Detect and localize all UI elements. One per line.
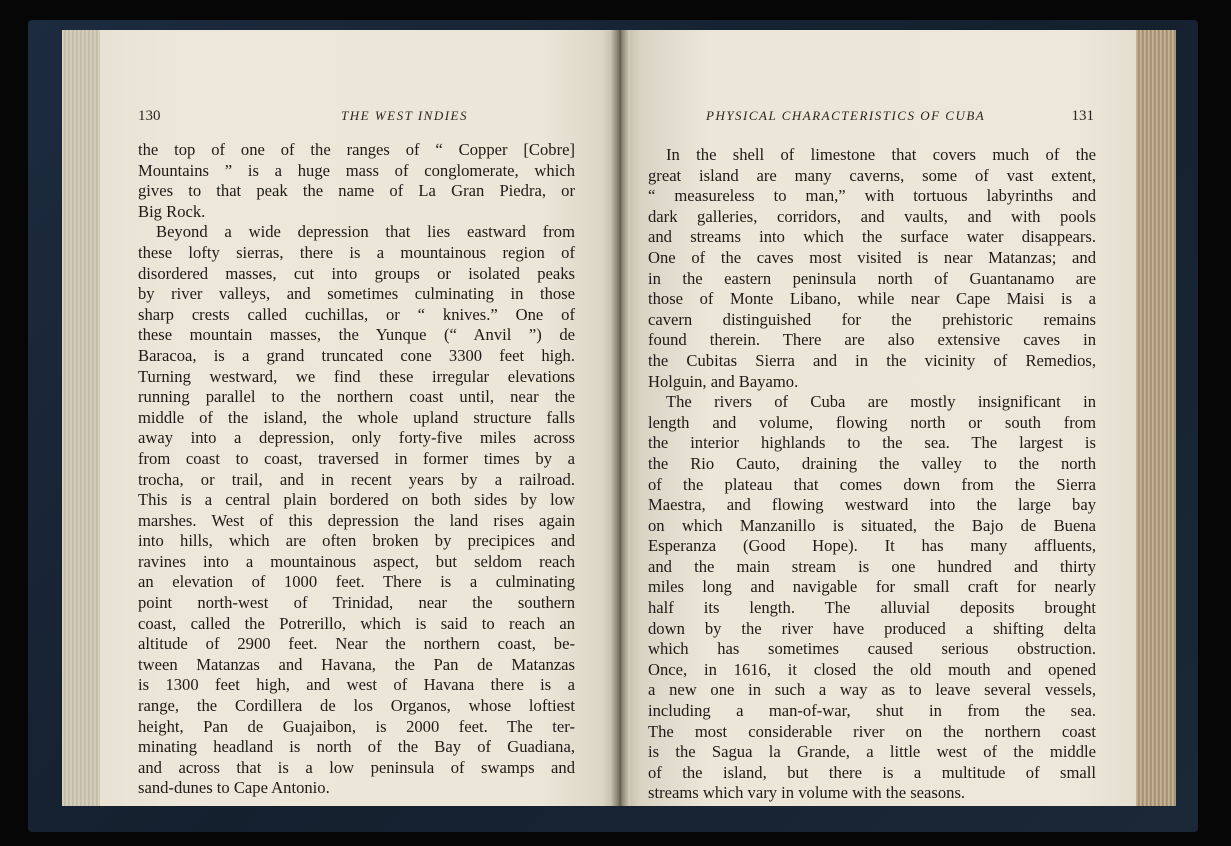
text-line: and across that is a low peninsula of swamps and [138, 757, 575, 777]
text-line: One of the caves most visited is near Matanzas; and [648, 247, 1096, 267]
text-line: half its length. The alluvial deposits brought [648, 598, 1096, 618]
text-line: ravines into a mountainous aspect, but seldom reach [138, 551, 575, 571]
text-line: the Rio Cauto, draining the valley to the north [648, 453, 1096, 473]
text-line: This is a central plain bordered on both sides by low [138, 490, 575, 510]
text-line: including a man-of-war, shut in from the sea. [648, 701, 1096, 721]
text-line: cavern distinguished for the prehistoric remains [648, 309, 1096, 329]
left-page-edges [62, 30, 100, 806]
right-running-title: PHYSICAL CHARACTERISTICS OF CUBA [706, 108, 986, 123]
text-line: The most considerable river on the northern coast [648, 721, 1096, 741]
text-line: altitude of 2900 feet. Near the northern coast, be- [138, 634, 575, 654]
text-line: length and volume, flowing north or south from [648, 412, 1096, 432]
left-page-number: 130 [138, 108, 161, 124]
text-line: found therein. There are also extensive caves in [648, 330, 1096, 350]
right-page-edges [1136, 30, 1176, 806]
text-line: dark galleries, corridors, and vaults, and with pools [648, 206, 1096, 226]
text-line: the top of one of the ranges of “ Copper [Cobre] [138, 140, 575, 159]
text-line: is 1300 feet high, and west of Havana there is a [138, 675, 575, 695]
left-page-header [138, 108, 468, 125]
text-line: minating headland is north of the Bay of Guadiana, [138, 737, 575, 757]
text-line: “ measureless to man,” with tortuous labyrinths and [648, 186, 1096, 206]
text-line: these lofty sierras, there is a mountainous region of [138, 242, 575, 262]
right-page-text [648, 145, 1096, 804]
left-running-title: THE WEST INDIES [341, 108, 468, 123]
text-line: In the shell of limestone that covers much of the [666, 145, 1096, 164]
text-line: which has sometimes caused serious obstruction. [648, 639, 1096, 659]
right-page-header [706, 108, 1094, 125]
text-line: Esperanza (Good Hope). It has many affluents, [648, 536, 1096, 556]
text-line: point north-west of Trinidad, near the southern [138, 593, 575, 613]
text-line: of the plateau that comes down from the Sierra [648, 474, 1096, 494]
text-line: Baracoa, is a grand truncated cone 3300 feet high. [138, 345, 575, 365]
text-line: is the Sagua la Grande, a little west of the middle [648, 742, 1096, 762]
text-line: great island are many caverns, some of vast extent, [648, 165, 1096, 185]
text-line: into hills, which are often broken by precipices and [138, 531, 575, 551]
text-line: a new one in such a way as to leave several vessels, [648, 680, 1096, 700]
text-line: Turning westward, we find these irregular elevations [138, 366, 575, 386]
text-line: on which Manzanillo is situated, the Bajo de Buena [648, 515, 1096, 535]
text-line: these mountain masses, the Yunque (“ Anvil ”) de [138, 325, 575, 345]
text-line: Maestra, and flowing westward into the large bay [648, 495, 1096, 515]
text-line: height, Pan de Guajaibon, is 2000 feet. The ter- [138, 716, 575, 736]
text-line: trocha, or trail, and in recent years by a railroad. [138, 469, 575, 489]
left-page-text [138, 140, 575, 799]
right-page-number: 131 [1071, 108, 1094, 124]
text-line: miles long and navigable for small craft for nearly [648, 577, 1096, 597]
text-line: disordered masses, cut into groups or isolated peaks [138, 263, 575, 283]
text-line: Big Rock. [138, 201, 206, 221]
text-line: Beyond a wide depression that lies eastward from [156, 222, 575, 242]
text-line: away into a depression, only forty-five miles across [138, 428, 575, 448]
text-line: sharp crests called cuchillas, or “ knives.” One of [138, 304, 575, 324]
text-line: streams which vary in volume with the seasons. [648, 783, 966, 803]
text-line: coast, called the Potrerillo, which is said to reach an [138, 613, 575, 633]
text-line: from coast to coast, traversed in former times by a [138, 448, 575, 468]
text-line: Holguin, and Bayamo. [648, 371, 799, 391]
text-line: those of Monte Libano, while near Cape Maisi is a [648, 289, 1096, 309]
text-line: by river valleys, and sometimes culminating in those [138, 284, 575, 304]
text-line: sand-dunes to Cape Antonio. [138, 778, 330, 798]
book-gutter [610, 30, 630, 806]
text-line: and the main stream is one hundred and thirty [648, 556, 1096, 576]
text-line: of the island, but there is a multitude of small [648, 762, 1096, 782]
text-line: Once, in 1616, it closed the old mouth and opened [648, 659, 1096, 679]
text-line: Mountains ” is a huge mass of conglomerate, which [138, 160, 575, 180]
text-line: down by the river have produced a shifting delta [648, 618, 1096, 638]
text-line: the Cubitas Sierra and in the vicinity of Remedios, [648, 350, 1096, 370]
text-line: tween Matanzas and Havana, the Pan de Matanzas [138, 654, 575, 674]
text-line: in the eastern peninsula north of Guantanamo are [648, 268, 1096, 288]
text-line: running parallel to the northern coast until, near the [138, 387, 575, 407]
text-line: The rivers of Cuba are mostly insignificant in [666, 392, 1096, 412]
text-line: and streams into which the surface water disappears. [648, 227, 1096, 247]
text-line: the interior highlands to the sea. The largest is [648, 433, 1096, 453]
text-line: an elevation of 1000 feet. There is a culminating [138, 572, 575, 592]
text-line: middle of the island, the whole upland structure falls [138, 407, 575, 427]
text-line: marshes. West of this depression the land rises again [138, 510, 575, 530]
text-line: gives to that peak the name of La Gran Piedra, or [138, 181, 575, 201]
text-line: range, the Cordillera de los Organos, whose loftiest [138, 696, 575, 716]
